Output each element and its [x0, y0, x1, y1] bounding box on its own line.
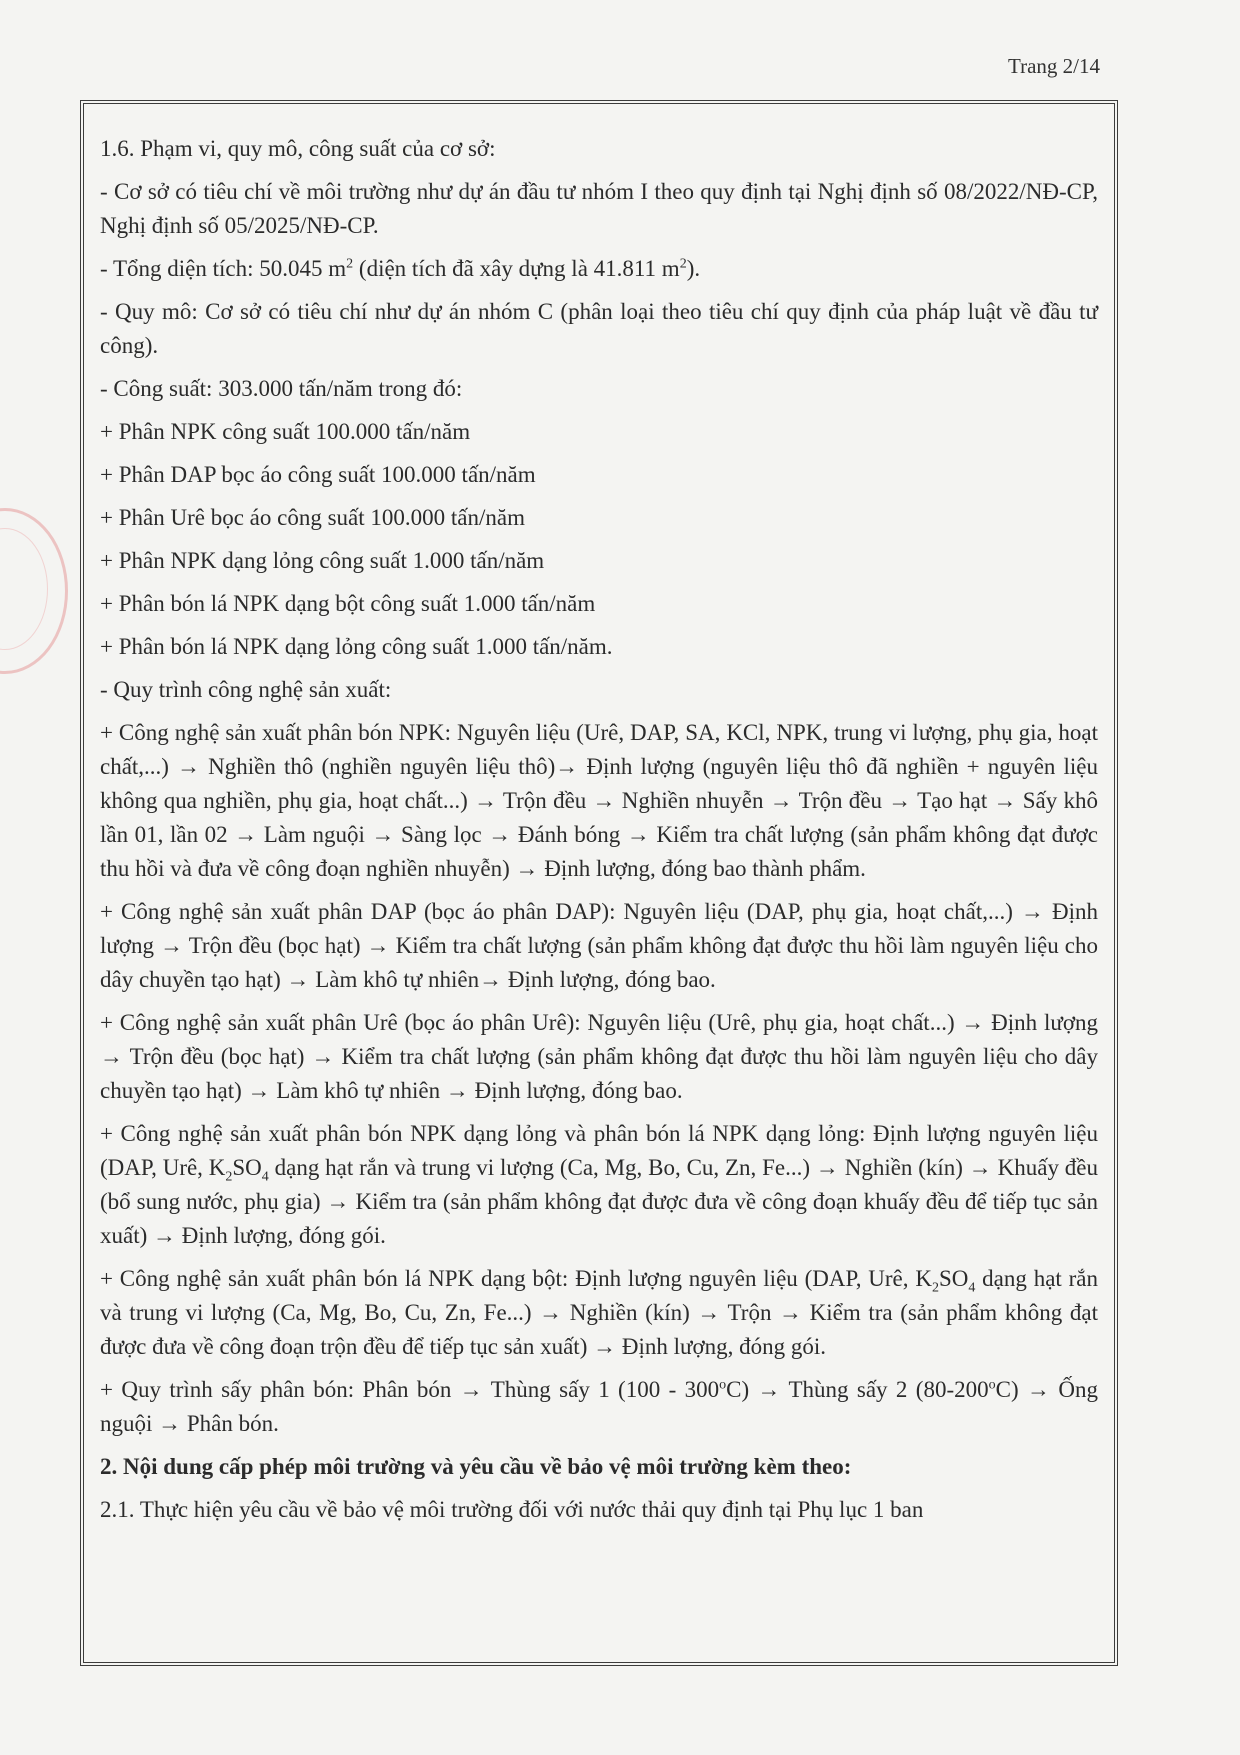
- area-text-middle: (diện tích đã xây dựng là 41.811 m: [353, 256, 680, 281]
- process-liquid-text-a: + Công nghệ sản xuất phân bón NPK dạng lỏng và phân bón lá NPK dạng lỏng: Định lượng nguyên liệu (DAP, Urê, K: [100, 1121, 1098, 1180]
- process-powder-paragraph: [100, 1262, 1098, 1364]
- drying-text-a: + Quy trình sấy phân bón: Phân bón → Thùng sấy 1 (100 - 300: [100, 1377, 720, 1402]
- process-powder-text-a: + Công nghệ sản xuất phân bón lá NPK dạng bột: Định lượng nguyên liệu (DAP, Urê, K: [100, 1266, 932, 1291]
- capacity-item: + Phân DAP bọc áo công suất 100.000 tấn/năm: [100, 462, 536, 487]
- capacity-item: + Phân NPK công suất 100.000 tấn/năm: [100, 419, 471, 444]
- degree-superscript: o: [719, 1377, 727, 1393]
- area-text-prefix: - Tổng diện tích: 50.045 m: [100, 256, 347, 281]
- capacity-item: + Phân NPK dạng lỏng công suất 1.000 tấn/năm: [100, 548, 545, 573]
- capacity-item: + Phân bón lá NPK dạng lỏng công suất 1.000 tấn/năm.: [100, 634, 613, 659]
- total-area-paragraph: [100, 252, 1098, 286]
- capacity-paragraph: - Công suất: 303.000 tấn/năm trong đó:: [100, 376, 463, 401]
- drying-process-paragraph: [100, 1373, 1098, 1441]
- process-liquid-text-b: dạng hạt rắn và trung vi lượng (Ca, Mg, Bo, Cu, Zn, Fe...) → Nghiền (kín) → Khuấy đều (bổ sung nước, phụ gia) → Kiểm tra (sản phẩm không đạt được đưa về công đoạn khuấy đều để tiếp tục sản xuất) → Định lượng, đóng gói.: [100, 1155, 1098, 1248]
- document-body: [100, 132, 1098, 1527]
- area-superscript: 2: [346, 256, 354, 272]
- process-powder-text-mid: SO: [938, 1266, 969, 1291]
- built-area-superscript: 2: [679, 256, 687, 272]
- criteria-paragraph: - Cơ sở có tiêu chí về môi trường như dự án đầu tư nhóm I theo quy định tại Nghị định số 08/2022/NĐ-CP, Nghị định số 05/2025/NĐ-CP.: [100, 179, 1098, 238]
- so4-subscript: 4: [968, 1280, 976, 1296]
- capacity-item: + Phân Urê bọc áo công suất 100.000 tấn/năm: [100, 505, 525, 530]
- k2-subscript: 2: [225, 1169, 233, 1185]
- degree-superscript: o: [988, 1377, 996, 1393]
- page-number: Trang 2/14: [1008, 54, 1100, 78]
- process-ure-paragraph: + Công nghệ sản xuất phân Urê (bọc áo phân Urê): Nguyên liệu (Urê, phụ gia, hoạt chất...) → Định lượng → Trộn đều (bọc hạt) → Kiểm tra chất lượng (sản phẩm không đạt được thu hồi làm nguyên liệu cho dây chuyền tạo hạt) → Làm khô tự nhiên → Định lượng, đóng bao.: [100, 1010, 1098, 1103]
- process-liquid-paragraph: [100, 1117, 1098, 1253]
- so4-subscript: 4: [261, 1169, 269, 1185]
- drying-text-c: C) → Ống nguội → Phân bón.: [100, 1377, 1098, 1436]
- capacity-item: + Phân bón lá NPK dạng bột công suất 1.000 tấn/năm: [100, 591, 596, 616]
- process-heading: - Quy trình công nghệ sản xuất:: [100, 677, 392, 702]
- process-dap-paragraph: + Công nghệ sản xuất phân DAP (bọc áo phân DAP): Nguyên liệu (DAP, phụ gia, hoạt chất,...) → Định lượng → Trộn đều (bọc hạt) → Kiểm tra chất lượng (sản phẩm không đạt được thu hồi làm nguyên liệu cho dây chuyền tạo hạt) → Làm khô tự nhiên→ Định lượng, đóng bao.: [100, 899, 1098, 992]
- scale-paragraph: - Quy mô: Cơ sở có tiêu chí như dự án nhóm C (phân loại theo tiêu chí quy định của pháp luật về đầu tư công).: [100, 299, 1098, 358]
- process-npk-paragraph: + Công nghệ sản xuất phân bón NPK: Nguyên liệu (Urê, DAP, SA, KCl, NPK, trung vi lượng, phụ gia, hoạt chất,...) → Nghiền thô (nghiền nguyên liệu thô)→ Định lượng (nguyên liệu thô đã nghiền + nguyên liệu không qua nghiền, phụ gia, hoạt chất...) → Trộn đều → Nghiền nhuyễn → Trộn đều → Tạo hạt → Sấy khô lần 01, lần 02 → Làm nguội → Sàng lọc → Đánh bóng → Kiểm tra chất lượng (sản phẩm không đạt được thu hồi và đưa về công đoạn nghiền nhuyễn) → Định lượng, đóng bao thành phẩm.: [100, 720, 1098, 881]
- section-2-1-paragraph: 2.1. Thực hiện yêu cầu về bảo vệ môi trường đối với nước thải quy định tại Phụ lục 1 ban: [100, 1497, 924, 1522]
- process-powder-text-b: dạng hạt rắn và trung vi lượng (Ca, Mg, Bo, Cu, Zn, Fe...) → Nghiền (kín) → Trộn → Kiểm tra (sản phẩm không đạt được đưa về công đoạn trộn đều để tiếp tục sản xuất) → Định lượng, đóng gói.: [100, 1266, 1098, 1359]
- section-1-6-heading: 1.6. Phạm vi, quy mô, công suất của cơ sở:: [100, 136, 496, 161]
- k2-subscript: 2: [931, 1280, 939, 1296]
- process-liquid-text-mid: SO: [232, 1155, 262, 1180]
- area-text-suffix: ).: [686, 256, 701, 281]
- section-2-heading: 2. Nội dung cấp phép môi trường và yêu cầu về bảo vệ môi trường kèm theo:: [100, 1454, 852, 1479]
- drying-text-b: C) → Thùng sấy 2 (80-200: [726, 1377, 989, 1402]
